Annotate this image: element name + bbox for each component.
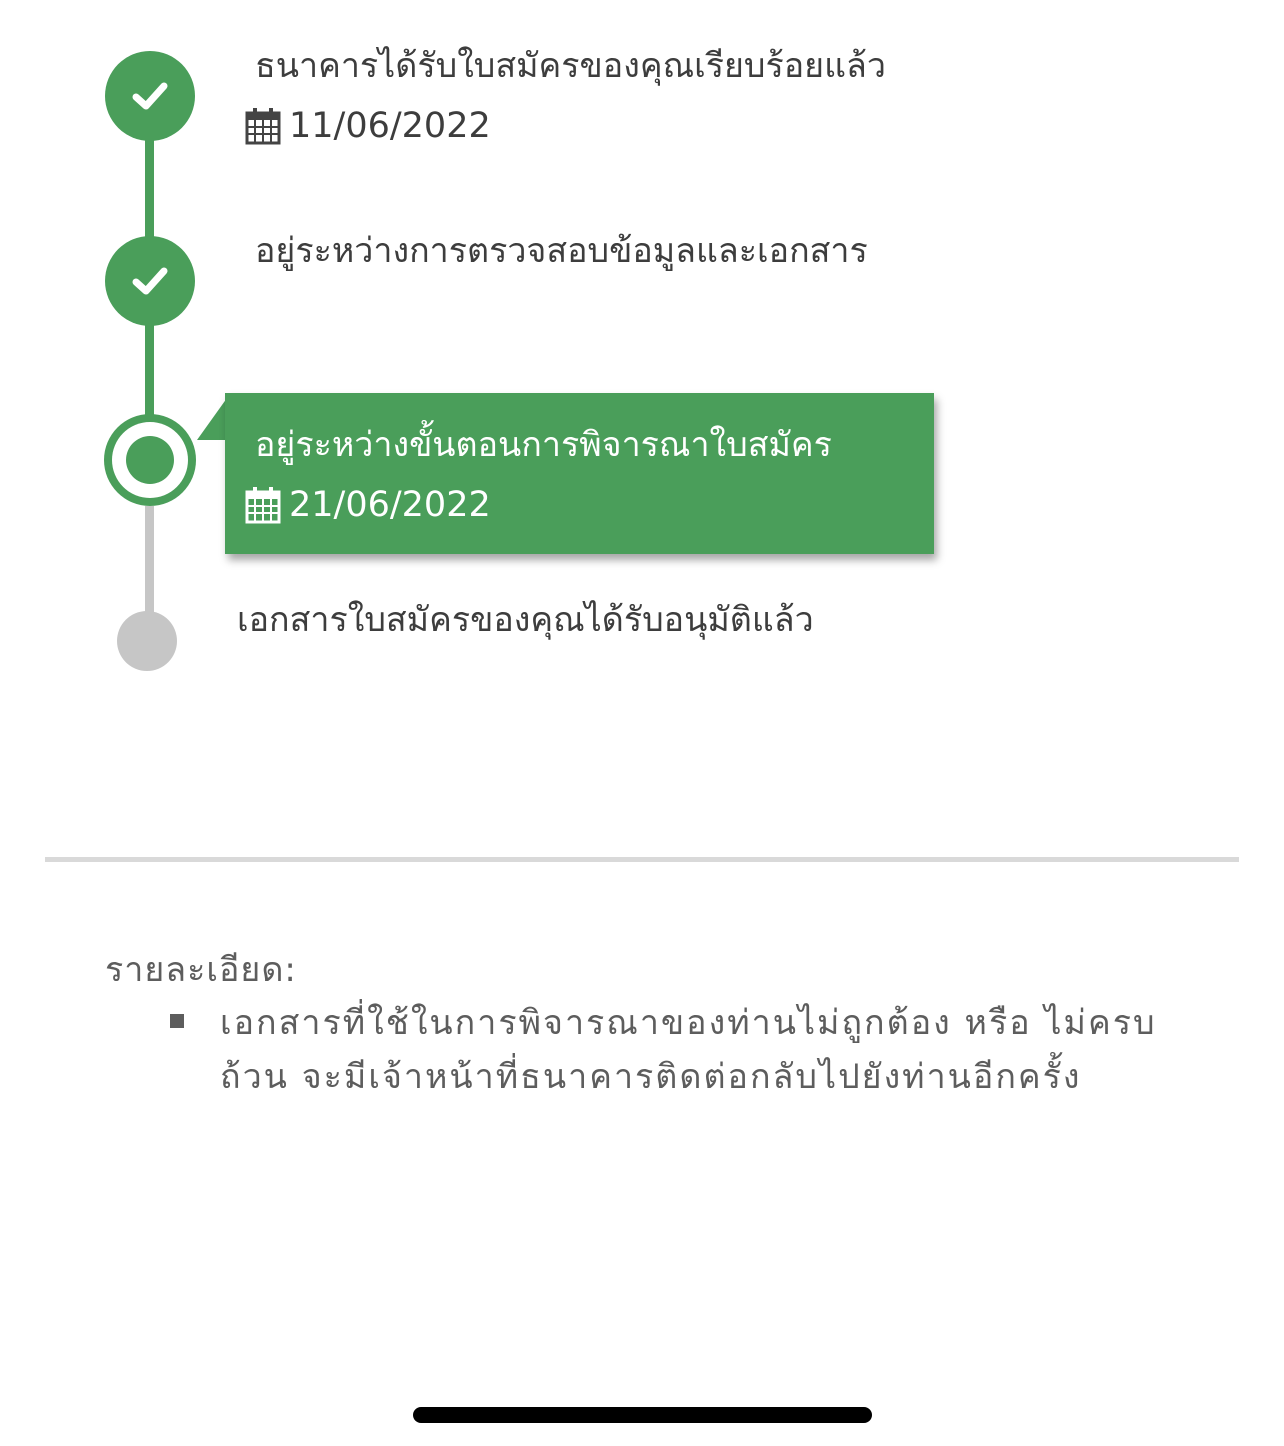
check-icon — [132, 265, 168, 297]
callout-pointer — [197, 398, 227, 440]
calendar-icon — [245, 486, 281, 524]
timeline-connector-1 — [145, 140, 154, 240]
step-3-status-current — [104, 414, 196, 506]
radio-dot-icon — [126, 436, 174, 484]
step-4-status-pending — [117, 611, 177, 671]
home-indicator[interactable] — [413, 1407, 872, 1423]
timeline-connector-2 — [145, 325, 154, 417]
step-2-status-done — [105, 236, 195, 326]
calendar-icon — [245, 107, 281, 145]
section-divider — [45, 857, 1239, 862]
details-label: รายละเอียด: — [105, 950, 297, 990]
step-1-status-done — [105, 51, 195, 141]
step-1-title: ธนาคารได้รับใบสมัครของคุณเรียบร้อยแล้ว — [255, 46, 886, 86]
current-step-callout — [225, 393, 934, 554]
step-3-date-text: 21/06/2022 — [289, 485, 491, 525]
check-icon — [132, 80, 168, 112]
step-4-title: เอกสารใบสมัครของคุณได้รับอนุมัติแล้ว — [237, 600, 814, 640]
step-1-date — [245, 106, 491, 146]
timeline-connector-3 — [145, 506, 154, 616]
details-item: เอกสารที่ใช้ในการพิจารณาของท่านไม่ถูกต้อง หรือ ไม่ครบถ้วน จะมีเจ้าหน้าที่ธนาคารติดต่อกลับไปยังท่านอีกครั้ง — [220, 1003, 1157, 1097]
step-3-title: อยู่ระหว่างขั้นตอนการพิจารณาใบสมัคร — [255, 425, 832, 465]
bullet-icon — [170, 1014, 184, 1028]
step-2-title: อยู่ระหว่างการตรวจสอบข้อมูลและเอกสาร — [255, 231, 868, 271]
step-3-date — [245, 485, 491, 525]
step-1-date-text: 11/06/2022 — [289, 106, 491, 146]
